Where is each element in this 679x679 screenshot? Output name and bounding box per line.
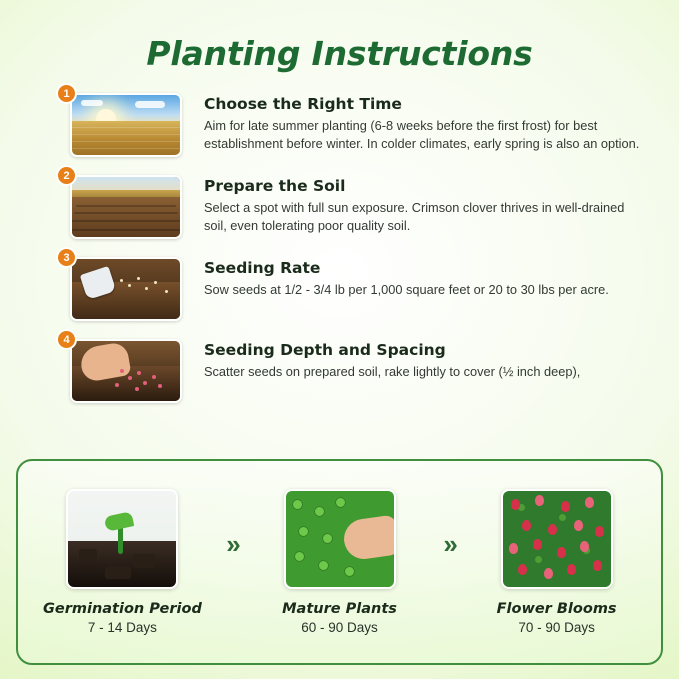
step-description: Scatter seeds on prepared soil, rake lightly to cover (½ inch deep), [204,364,581,379]
plowed-soil-field-image [70,175,182,239]
step-thumbnail-wrap [63,169,182,239]
step-description: Sow seeds at 1/2 - 3/4 lb per 1,000 square feet or 20 to 30 lbs per acre. [204,282,609,297]
timeline-label: Mature Plants [282,601,397,617]
timeline-value: 7 - 14 Days [87,620,157,635]
step-item [63,169,649,239]
step-title: Choose the Right Time [204,95,402,113]
step-number-badge: 4 [56,329,77,350]
timeline-item [37,489,207,635]
timeline-item [472,489,642,635]
seedling-sprout-image [66,489,178,589]
step-thumbnail-wrap [63,87,182,157]
crimson-clover-blooms-image [501,489,613,589]
step-thumbnail-wrap [63,333,182,403]
step-description: Select a spot with full sun exposure. Crimson clover thrives in well-drained soil, even tolerating poor quality soil. [204,200,625,234]
step-item [63,251,649,321]
step-text [204,339,649,381]
clover-foliage-hand-image [284,489,396,589]
step-title: Seeding Depth and Spacing [204,341,446,359]
page-title: Planting Instructions [146,34,533,73]
timeline-value: 70 - 90 Days [518,620,595,635]
step-number-badge: 3 [56,247,77,268]
timeline-label: Germination Period [42,601,202,617]
hand-sowing-seeds-image [70,339,182,403]
step-description: Aim for late summer planting (6-8 weeks before the first frost) for best establishment before winter. In colder climates, early spring is also an option. [204,118,640,152]
arrow-right-icon: » [226,528,236,559]
arrow-right-icon: » [443,528,453,559]
step-item [63,87,649,157]
step-title: Prepare the Soil [204,177,346,195]
step-number-badge: 1 [56,83,77,104]
step-text [204,175,649,235]
step-item [63,333,649,403]
timeline-label: Flower Blooms [496,601,617,617]
steps-list [14,87,665,403]
wheat-field-sunset-image [70,93,182,157]
seed-spreader-soil-image [70,257,182,321]
timeline-item [255,489,425,635]
step-text [204,93,649,153]
growth-timeline-panel [16,459,663,665]
step-number-badge: 2 [56,165,77,186]
step-thumbnail-wrap [63,251,182,321]
step-text [204,257,649,299]
timeline-value: 60 - 90 Days [301,620,378,635]
step-title: Seeding Rate [204,259,321,277]
